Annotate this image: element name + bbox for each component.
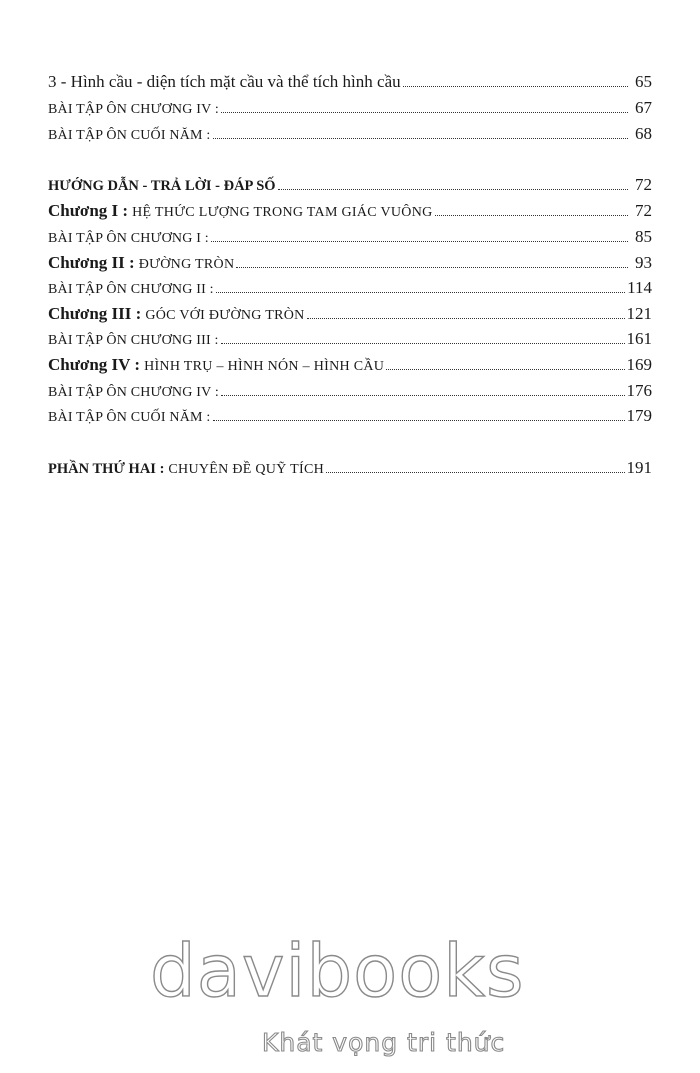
- toc-entry: [48, 329, 652, 349]
- dot-leader: [221, 394, 625, 396]
- toc-entry-title: GÓC VỚI ĐƯỜNG TRÒN: [145, 308, 305, 323]
- toc-part-entry: [48, 458, 652, 478]
- toc-entry: [48, 124, 652, 144]
- toc-entry: [48, 72, 652, 92]
- toc-entry: [48, 98, 652, 118]
- watermark-logo: davibooks: [150, 929, 525, 1013]
- toc-page-number: 121: [626, 304, 652, 323]
- toc-page-number: 72: [635, 201, 652, 220]
- dot-leader: [403, 85, 628, 87]
- toc-entry: [48, 381, 652, 401]
- toc-page-number: 179: [626, 406, 652, 425]
- toc-chapter-entry: [48, 355, 652, 375]
- toc-entry-title: 3 - Hình cầu - diện tích mặt cầu và thể tích hình cầu: [48, 72, 401, 91]
- toc-section-heading: [48, 175, 652, 195]
- dot-leader: [211, 240, 628, 242]
- toc-entry-title: HỆ THỨC LƯỢNG TRONG TAM GIÁC VUÔNG: [132, 205, 433, 220]
- toc-entry: [48, 278, 652, 298]
- dot-leader: [221, 111, 628, 113]
- dot-leader: [307, 317, 625, 319]
- toc-page-number: 67: [635, 98, 652, 117]
- toc-entry-title: HÌNH TRỤ – HÌNH NÓN – HÌNH CẦU: [144, 359, 385, 374]
- toc-entry-title: BÀI TẬP ÔN CUỐI NĂM :: [48, 128, 211, 143]
- toc-entry-title: CHUYÊN ĐỀ QUỸ TÍCH: [168, 462, 325, 477]
- toc-entry-title: BÀI TẬP ÔN CHƯƠNG IV :: [48, 102, 219, 117]
- toc-entry-title: BÀI TẬP ÔN CHƯƠNG IV :: [48, 385, 219, 400]
- dot-leader: [213, 419, 625, 421]
- toc-page-number: 65: [635, 72, 652, 91]
- toc-page-number: 191: [626, 458, 652, 477]
- toc-page-number: 176: [626, 381, 652, 400]
- toc-page-number: 114: [627, 278, 652, 297]
- toc-page-number: 93: [635, 253, 652, 272]
- part-prefix: PHẦN THỨ HAI :: [48, 461, 165, 477]
- dot-leader: [236, 266, 628, 268]
- dot-leader: [216, 291, 625, 293]
- chapter-prefix: Chương II :: [48, 253, 135, 272]
- toc-entry-title: BÀI TẬP ÔN CHƯƠNG I :: [48, 231, 209, 246]
- chapter-prefix: Chương IV :: [48, 355, 141, 374]
- toc-entry-title: BÀI TẬP ÔN CHƯƠNG II :: [48, 282, 214, 297]
- watermark-tagline: Khát vọng tri thức: [262, 1028, 506, 1057]
- toc-entry-title: BÀI TẬP ÔN CHƯƠNG III :: [48, 333, 219, 348]
- toc-entry-title: ĐƯỜNG TRÒN: [138, 257, 235, 272]
- dot-leader: [386, 368, 624, 370]
- dot-leader: [213, 137, 629, 139]
- chapter-prefix: Chương III :: [48, 304, 142, 323]
- chapter-prefix: Chương I :: [48, 201, 129, 220]
- toc-chapter-entry: [48, 253, 652, 273]
- toc-page-number: 161: [626, 329, 652, 348]
- toc-chapter-entry: [48, 304, 652, 324]
- toc-entry: [48, 406, 652, 426]
- dot-leader: [435, 214, 628, 216]
- toc-page-number: 85: [635, 227, 652, 246]
- dot-leader: [278, 188, 628, 190]
- dot-leader: [221, 342, 625, 344]
- toc-page-number: 68: [635, 124, 652, 143]
- toc-entry-title: BÀI TẬP ÔN CUỐI NĂM :: [48, 410, 211, 425]
- toc-chapter-entry: [48, 201, 652, 221]
- toc-page-number: 72: [635, 175, 652, 194]
- toc-page-number: 169: [626, 355, 652, 374]
- toc-entry: [48, 227, 652, 247]
- dot-leader: [326, 471, 624, 473]
- toc-entry-title: HƯỚNG DẪN - TRẢ LỜI - ĐÁP SỐ: [48, 178, 276, 194]
